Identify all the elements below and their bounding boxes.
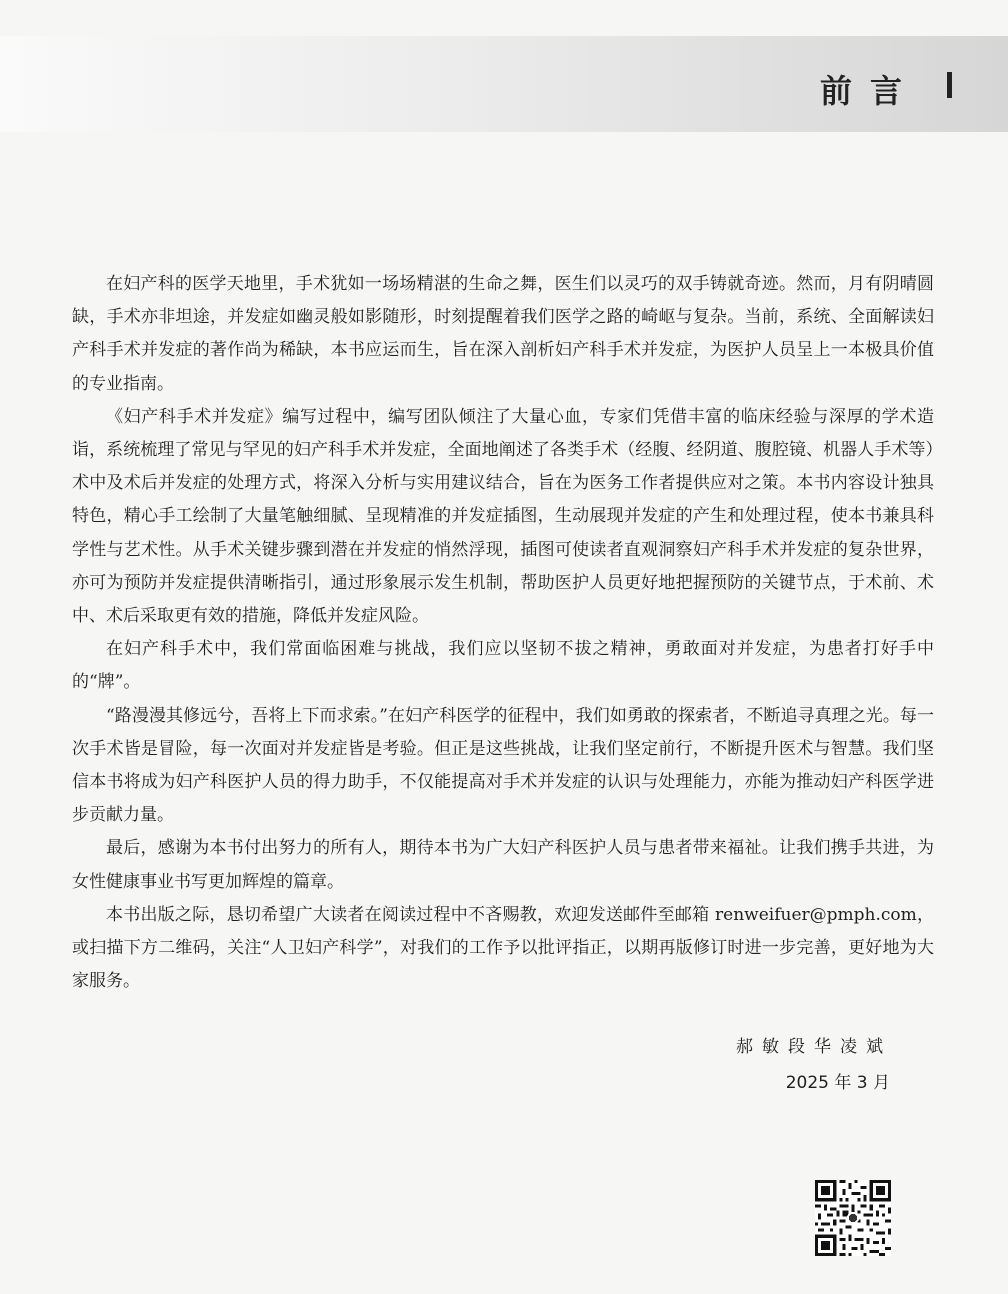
qr-code-icon[interactable] <box>815 1180 891 1256</box>
preface-date: 2025 年 3 月 <box>785 1073 890 1093</box>
paragraph-1: 在妇产科的医学天地里，手术犹如一场场精湛的生命之舞，医生们以灵巧的双手铸就奇迹。然而，月有阴晴圆缺，手术亦非坦途，并发症如幽灵般如影随形，时刻提醒着我们医学之路的崎岖与复杂。当前，系统、全面解读妇产科手术并发症的著作尚为稀缺，本书应运而生，旨在深入剖析妇产科手术并发症，为医护人员呈上一本极具价值的专业指南。 <box>72 274 934 394</box>
page-title: 前言 <box>819 72 920 110</box>
paragraph-6: 本书出版之际，恳切希望广大读者在阅读过程中不吝赐教，欢迎发送邮件至邮箱 renweifuer@pmph.com，或扫描下方二维码，关注“人卫妇产科学”，对我们的工作予以批评指正，以期再版修订时进一步完善，更好地为大家服务。 <box>72 904 934 992</box>
paragraph-3: 在妇产科手术中，我们常面临困难与挑战，我们应以坚韧不拔之精神，勇敢面对并发症，为患者打好手中的“牌”。 <box>72 639 934 693</box>
author-signature: 郝敏段华凌斌 <box>736 1037 892 1057</box>
paragraph-4: “路漫漫其修远兮，吾将上下而求索。”在妇产科医学的征程中，我们如勇敢的探索者，不断追寻真理之光。每一次手术皆是冒险，每一次面对并发症皆是考验。但正是这些挑战，让我们坚定前行，不断提升医术与智慧。我们坚信本书将成为妇产科医护人员的得力助手，不仅能提高对手术并发症的认识与处理能力，亦能为推动妇产科医学进步贡献力量。 <box>72 705 934 826</box>
preface-body <box>72 268 934 998</box>
header-bar-decoration <box>947 72 952 98</box>
paragraph-5: 最后，感谢为本书付出努力的所有人，期待本书为广大妇产科医护人员与患者带来福祉。让我们携手共进，为女性健康事业书写更加辉煌的篇章。 <box>72 838 934 892</box>
paragraph-2: 《妇产科手术并发症》编写过程中，编写团队倾注了大量心血，专家们凭借丰富的临床经验与深厚的学术造诣，系统梳理了常见与罕见的妇产科手术并发症，全面地阐述了各类手术（经腹、经阴道、腹腔镜、机器人手术等）术中及术后并发症的处理方式，将深入分析与实用建议结合，旨在为医务工作者提供应对之策。本书内容设计独具特色，精心手工绘制了大量笔触细腻、呈现精准的并发症插图，生动展现并发症的产生和处理过程，使本书兼具科学性与艺术性。从手术关键步骤到潜在并发症的悄然浮现，插图可使读者直观洞察妇产科手术并发症的复杂世界，亦可为预防并发症提供清晰指引，通过形象展示发生机制，帮助医护人员更好地把握预防的关键节点，于术前、术中、术后采取更有效的措施，降低并发症风险。 <box>72 406 934 627</box>
